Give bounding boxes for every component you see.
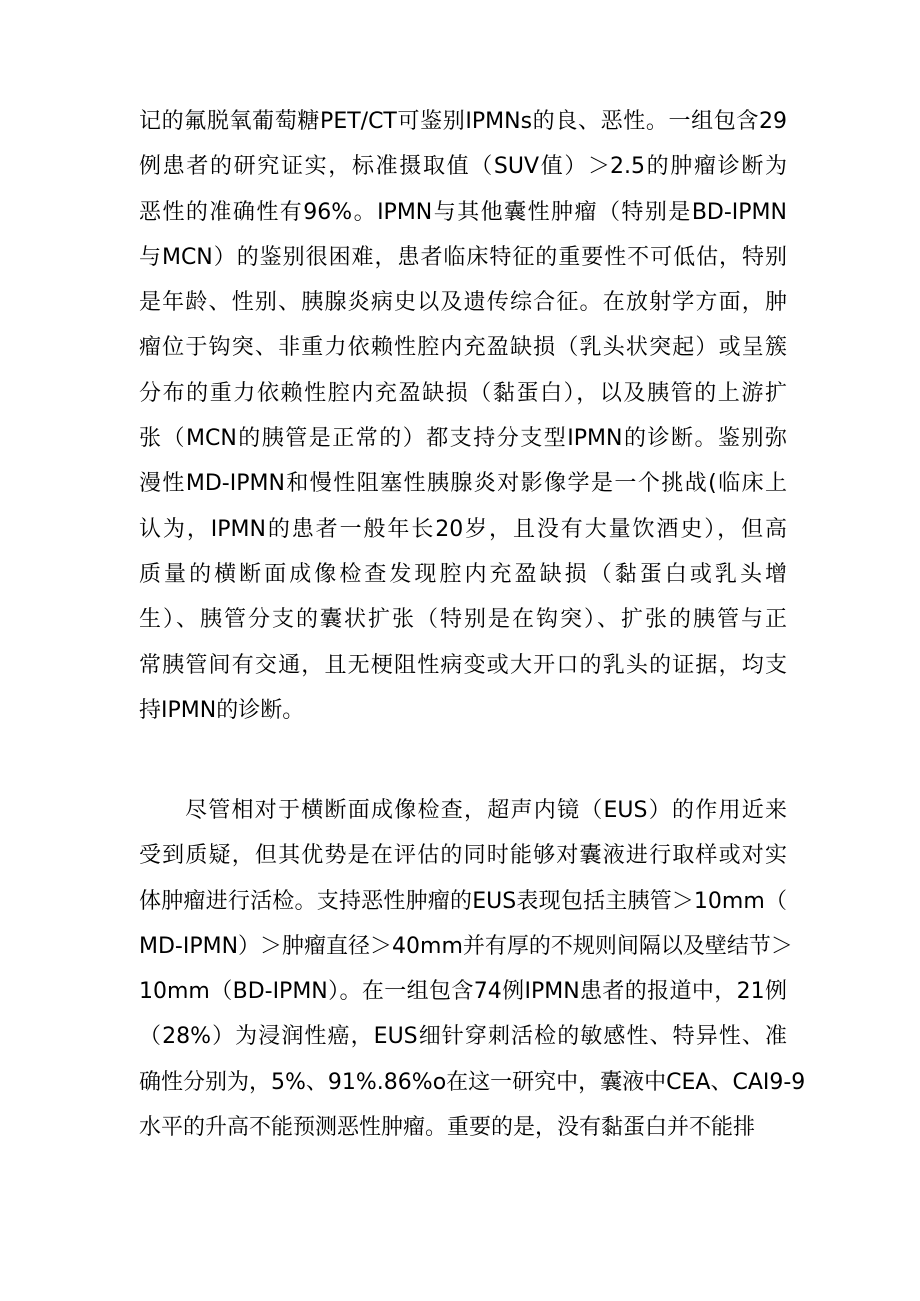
text-line: 记的氟脱氧葡萄糖PET/CT可鉴别IPMNs的良、恶性。一组包含29: [139, 109, 787, 134]
paragraph-eus: [139, 788, 806, 1150]
paragraph-fdg-pet-ct: [139, 99, 787, 733]
text-line: 张（MCN的胰管是正常的）都支持分支型IPMN的诊断。鉴别弥: [139, 426, 787, 452]
text-line: 恶性的准确性有96%。IPMN与其他囊性肿瘤（特别是BD-IPMN: [139, 199, 787, 225]
text-line: （28%）为浸润性癌，EUS细针穿刺活检的敏感性、特异性、准: [139, 1024, 787, 1050]
text-line: 体肿瘤进行活检。支持恶性肿瘤的EUS表现包括主胰管＞10mm（: [139, 888, 787, 914]
text-line: MD-IPMN）＞肿瘤直径＞40mm并有厚的不规则间隔以及壁结节＞: [139, 933, 793, 959]
text-line: 尽管相对于横断面成像检查，超声内镜（EUS）的作用近来: [185, 798, 787, 823]
text-line: 水平的升高不能预测恶性肿瘤。重要的是，没有黏蛋白并不能排: [139, 1115, 756, 1141]
text-line: 确性分别为，5%、91%.86%o在这一研究中，囊液中CEA、CAI9-9: [139, 1069, 806, 1095]
text-line: 漫性MD-IPMN和慢性阻塞性胰腺炎对影像学是一个挑战(临床上: [139, 471, 787, 497]
text-line: 分布的重力依赖性腔内充盈缺损（黏蛋白），以及胰管的上游扩: [139, 380, 787, 406]
text-line: 10mm（BD-IPMN）。在一组包含74例IPMN患者的报道中，21例: [139, 979, 787, 1005]
text-line: 持IPMN的诊断。: [139, 697, 305, 723]
text-line: 常胰管间有交通，且无梗阻性病变或大开口的乳头的证据，均支: [139, 652, 787, 678]
text-line: 瘤位于钩突、非重力依赖性腔内充盈缺损（乳头状突起）或呈簇: [139, 335, 787, 361]
text-line: 认为，IPMN的患者一般年长20岁，且没有大量饮酒史），但高: [139, 516, 787, 542]
text-line: 与MCN）的鉴别很困难，患者临床特征的重要性不可低估，特别: [139, 244, 787, 270]
text-line: 受到质疑，但其优势是在评估的同时能够对囊液进行取样或对实: [139, 843, 787, 869]
text-line: 例患者的研究证实，标准摄取值（SUV值）＞2.5的肿瘤诊断为: [139, 154, 787, 180]
text-line: 质量的横断面成像检查发现腔内充盈缺损（黏蛋白或乳头增: [139, 561, 787, 587]
text-line: 是年龄、性别、胰腺炎病史以及遗传综合征。在放射学方面，肿: [139, 290, 787, 316]
text-line: 生）、胰管分支的囊状扩张（特别是在钩突）、扩张的胰管与正: [139, 607, 787, 633]
